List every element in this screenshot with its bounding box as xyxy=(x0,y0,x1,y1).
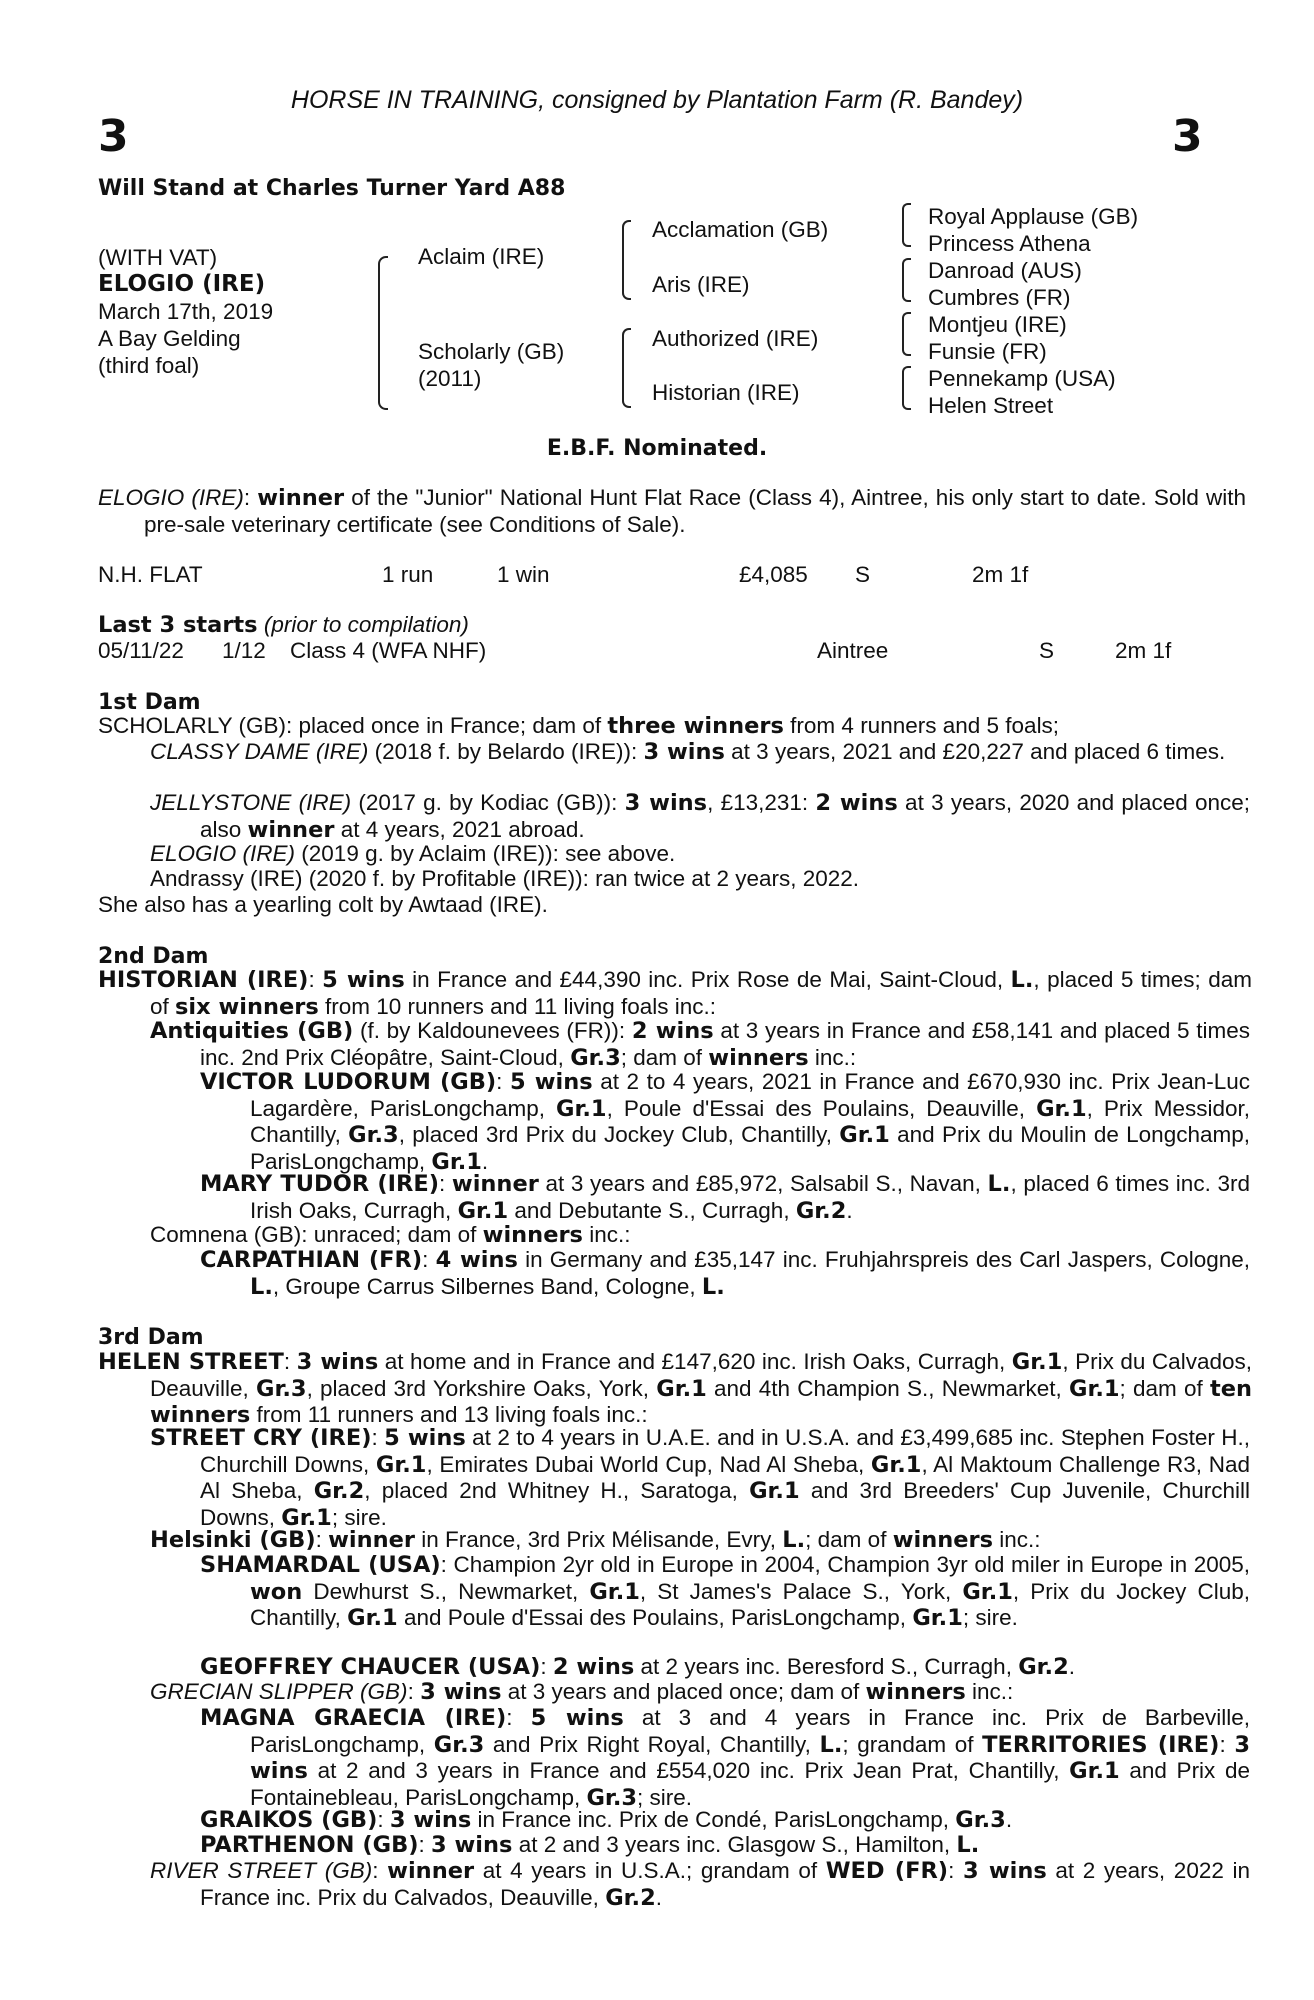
ebf-nominated: E.B.F. Nominated. xyxy=(546,436,768,461)
stand-location: Will Stand at Charles Turner Yard A88 xyxy=(98,176,566,201)
pedigree-sire-dam: Aris (IRE) xyxy=(652,272,750,297)
progeny-entry: CLASSY DAME (IRE) (2018 f. by Belardo (IRE)): 3 wins at 3 years, 2021 and £20,227 and placed 6 times. xyxy=(150,739,1226,765)
pedigree-ddd: Helen Street xyxy=(928,393,1054,418)
progeny-entry: GRAIKOS (GB): 3 wins in France inc. Prix de Condé, ParisLongchamp, Gr.3. xyxy=(200,1807,1013,1833)
record-kind: N.H. FLAT xyxy=(98,562,203,587)
foal-number: (third foal) xyxy=(98,353,200,378)
foaling-date: March 17th, 2019 xyxy=(98,299,274,324)
pedigree-dam-year: (2011) xyxy=(418,366,482,391)
start-date: 05/11/22 xyxy=(98,638,184,663)
dam-entry: HISTORIAN (IRE): 5 wins in France and £44,390 inc. Prix Rose de Mai, Saint-Cloud, L., placed 5 times; dam of six winners from 10 runners and 11 living foals inc.: xyxy=(98,967,1252,1020)
pedigree-dam-sire: Authorized (IRE) xyxy=(652,326,819,351)
last-starts-note: (prior to compilation) xyxy=(263,612,469,637)
pedigree-sire-sire: Acclamation (GB) xyxy=(652,217,829,242)
progeny-entry: ELOGIO (IRE) (2019 g. by Aclaim (IRE)): see above. xyxy=(150,841,676,866)
progeny-entry: Antiquities (GB) (f. by Kaldounevees (FR)): 2 wins at 3 years in France and £58,141 and placed 5 times inc. 2nd Prix Cléopâtre, Saint-Cloud, Gr.3; dam of winners inc.: xyxy=(150,1018,1251,1071)
progeny-entry: MAGNA GRAECIA (IRE): 5 wins at 3 and 4 years in France inc. Prix de Barbeville, ParisLongchamp, Gr.3 and Prix Right Royal, Chantilly, L.; grandam of TERRITORIES (IRE): 3 wins at 2 and 3 years in France and £554,020 inc. Prix Jean Prat, Chantilly, Gr.1 and Prix de Fontainebleau, ParisLongchamp, Gr.3; sire. xyxy=(200,1705,1250,1811)
progeny-entry: RIVER STREET (GB): winner at 4 years in U.S.A.; grandam of WED (FR): 3 wins at 2 years, 2022 in France inc. Prix du Calvados, Deauville, Gr.2. xyxy=(150,1858,1250,1911)
record-runs: 1 run xyxy=(382,562,434,587)
progeny-entry: Comnena (GB): unraced; dam of winners inc.: xyxy=(150,1222,631,1248)
progeny-entry: GRECIAN SLIPPER (GB): 3 wins at 3 years and placed once; dam of winners inc.: xyxy=(150,1679,1014,1705)
pedigree-ssd: Princess Athena xyxy=(928,231,1091,256)
vat-note: (WITH VAT) xyxy=(98,245,218,270)
progeny-entry: CARPATHIAN (FR): 4 wins in Germany and £35,147 inc. Fruhjahrspreis des Carl Jaspers, Cologne, L., Groupe Carrus Silbernes Band, Cologne, L. xyxy=(200,1247,1250,1300)
first-dam-heading: 1st Dam xyxy=(98,690,201,715)
brace-1 xyxy=(902,203,911,247)
pedigree-dam: Scholarly (GB) xyxy=(418,339,565,364)
brace-4 xyxy=(902,366,911,410)
progeny-entry: JELLYSTONE (IRE) (2017 g. by Kodiac (GB)): 3 wins, £13,231: 2 wins at 3 years, 2020 and placed once; also winner at 4 years, 2021 abroad. xyxy=(150,790,1251,843)
brace-3 xyxy=(902,312,911,356)
progeny-entry: PARTHENON (GB): 3 wins at 2 and 3 years inc. Glasgow S., Hamilton, L. xyxy=(200,1832,980,1858)
horse-name: ELOGIO (IRE) xyxy=(98,271,266,297)
second-dam-heading: 2nd Dam xyxy=(98,944,209,969)
start-distance: 2m 1f xyxy=(1115,638,1172,663)
third-dam-heading: 3rd Dam xyxy=(98,1325,204,1350)
brace-2 xyxy=(902,258,911,302)
dam-entry: HELEN STREET: 3 wins at home and in France and £147,620 inc. Irish Oaks, Curragh, Gr.1, Prix du Calvados, Deauville, Gr.3, placed 3rd Yorkshire Oaks, York, Gr.1 and 4th Champion S., Newmarket, Gr.1; dam of ten winners from 11 runners and 13 living foals inc.: xyxy=(98,1349,1252,1428)
dam-line-brace xyxy=(622,328,631,408)
sire-line-brace xyxy=(622,220,631,300)
progeny-entry: Helsinki (GB): winner in France, 3rd Prix Mélisande, Evry, L.; dam of winners inc.: xyxy=(150,1527,1041,1553)
progeny-entry: GEOFFREY CHAUCER (USA): 2 wins at 2 years inc. Beresford S., Curragh, Gr.2. xyxy=(200,1654,1076,1680)
last-starts-title: Last 3 starts xyxy=(98,612,258,638)
yearling-note: She also has a yearling colt by Awtaad (IRE). xyxy=(98,892,548,917)
progeny-entry: SHAMARDAL (USA): Champion 2yr old in Europe in 2004, Champion 3yr old miler in Europe in 2005, won Dewhurst S., Newmarket, Gr.1, St James's Palace S., York, Gr.1, Prix du Jockey Club, Chantilly, Gr.1 and Poule d'Essai des Poulains, ParisLongchamp, Gr.1; sire. xyxy=(200,1552,1250,1631)
progeny-entry: VICTOR LUDORUM (GB): 5 wins at 2 to 4 years, 2021 in France and £670,930 inc. Prix Jean-Luc Lagardère, ParisLongchamp, Gr.1, Poule d'Essai des Poulains, Deauville, Gr.1, Prix Messidor, Chantilly, Gr.3, placed 3rd Prix du Jockey Club, Chantilly, Gr.1 and Prix du Moulin de Longchamp, ParisLongchamp, Gr.1. xyxy=(200,1069,1250,1175)
progeny-entry: MARY TUDOR (IRE): winner at 3 years and £85,972, Salsabil S., Navan, L., placed 6 times inc. 3rd Irish Oaks, Curragh, Gr.1 and Debutante S., Curragh, Gr.2. xyxy=(200,1171,1250,1224)
record-going: S xyxy=(855,562,871,587)
start-going: S xyxy=(1039,638,1055,663)
last-starts-heading xyxy=(98,612,469,639)
pedigree-dsd: Funsie (FR) xyxy=(928,339,1047,364)
horse-description: A Bay Gelding xyxy=(98,326,241,351)
progeny-entry: STREET CRY (IRE): 5 wins at 2 to 4 years in U.A.E. and in U.S.A. and £3,499,685 inc. Stephen Foster H., Churchill Downs, Gr.1, Emirates Dubai World Cup, Nad Al Sheba, Gr.1, Al Maktoum Challenge R3, Nad Al Sheba, Gr.2, placed 2nd Whitney H., Saratoga, Gr.1 and 3rd Breeders' Cup Juvenile, Churchill Downs, Gr.1; sire. xyxy=(150,1425,1251,1531)
pedigree-dss: Montjeu (IRE) xyxy=(928,312,1067,337)
sire-dam-brace xyxy=(378,256,388,410)
pedigree-sss: Royal Applause (GB) xyxy=(928,204,1139,229)
start-position: 1/12 xyxy=(222,638,266,663)
pedigree-sdd: Cumbres (FR) xyxy=(928,285,1071,310)
catalogue-title: HORSE IN TRAINING, consigned by Plantation Farm (R. Bandey) xyxy=(290,86,1024,114)
pedigree-sds: Danroad (AUS) xyxy=(928,258,1082,283)
record-distance: 2m 1f xyxy=(972,562,1029,587)
progeny-entry: Andrassy (IRE) (2020 f. by Profitable (IRE)): ran twice at 2 years, 2022. xyxy=(150,866,860,891)
lot-number-right: 3 xyxy=(1172,111,1203,162)
pedigree-dds: Pennekamp (USA) xyxy=(928,366,1116,391)
pedigree-dam-dam: Historian (IRE) xyxy=(652,380,800,405)
dam-line: SCHOLARLY (GB): placed once in France; dam of three winners from 4 runners and 5 foals; xyxy=(98,713,1060,739)
record-earnings: £4,085 xyxy=(739,562,808,587)
record-wins: 1 win xyxy=(497,562,550,587)
performance-summary: ELOGIO (IRE): winner of the "Junior" National Hunt Flat Race (Class 4), Aintree, his only start to date. Sold with pre-sale veterinary certificate (see Conditions of Sale). xyxy=(98,485,1246,537)
lot-number-left: 3 xyxy=(98,111,129,162)
start-race: Class 4 (WFA NHF) xyxy=(290,638,487,663)
pedigree-sire: Aclaim (IRE) xyxy=(418,244,545,269)
start-course: Aintree xyxy=(817,638,889,663)
